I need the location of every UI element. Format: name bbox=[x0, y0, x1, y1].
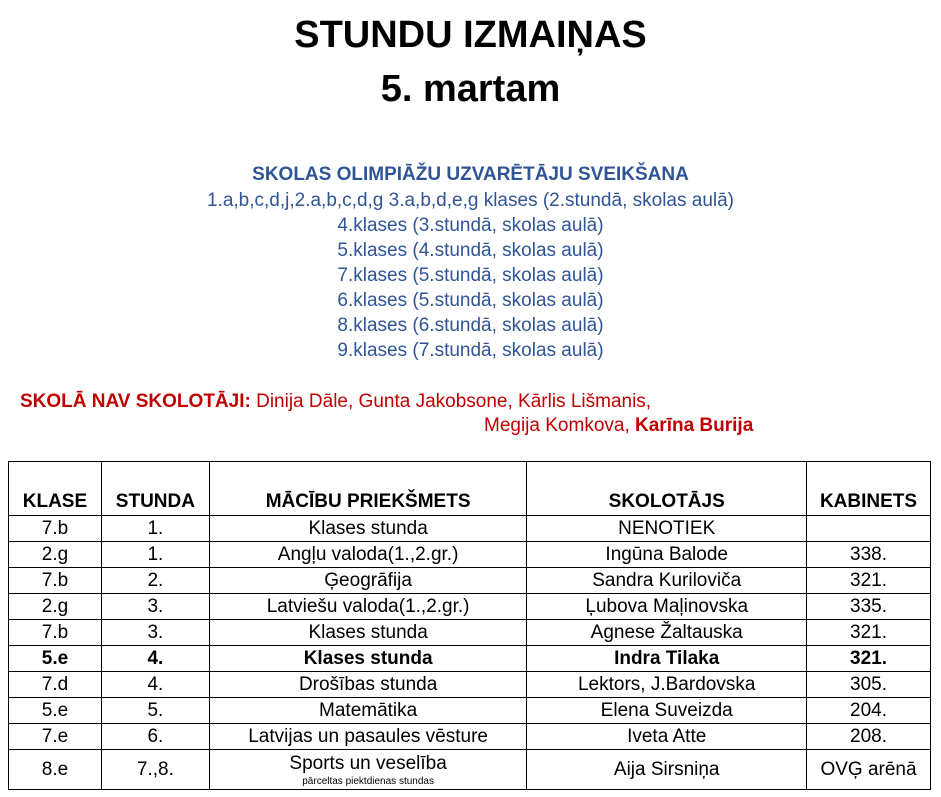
cell-prieksmets bbox=[209, 750, 527, 790]
cell-stunda: 2. bbox=[101, 568, 209, 594]
table-row bbox=[9, 568, 931, 594]
table-row bbox=[9, 724, 931, 750]
cell-prieksmets: Latviešu valoda(1.,2.gr.) bbox=[209, 594, 527, 620]
cell-kabinets: 335. bbox=[807, 594, 931, 620]
cell-klase: 5.e bbox=[9, 698, 102, 724]
cell-stunda: 4. bbox=[101, 672, 209, 698]
cell-prieksmets: Klases stunda bbox=[209, 646, 527, 672]
cell-stunda: 5. bbox=[101, 698, 209, 724]
table-row bbox=[9, 542, 931, 568]
table-row bbox=[9, 698, 931, 724]
cell-kabinets: 208. bbox=[807, 724, 931, 750]
announcement-line: 1.a,b,c,d,j,2.a,b,c,d,g 3.a,b,d,e,g klases (2.stundā, skolas aulā) bbox=[206, 190, 735, 211]
cell-prieksmets: Ģeogrāfija bbox=[209, 568, 527, 594]
absent-teachers-names: Dinija Dāle, Gunta Jakobsone, Kārlis Lišmanis, bbox=[250, 391, 652, 412]
cell-skolotajs: Ļubova Maļinovska bbox=[527, 594, 807, 620]
cell-klase: 7.b bbox=[9, 516, 102, 542]
absent-teachers-line1 bbox=[20, 389, 651, 414]
absent-teachers-line2 bbox=[484, 413, 753, 438]
table-header-row bbox=[9, 462, 931, 516]
announcement-heading: SKOLAS OLIMPIĀŽU UZVARĒTĀJU SVEIKŠANA bbox=[252, 164, 689, 185]
subject-note: pārceltas piektdienas stundas bbox=[302, 776, 434, 787]
cell-kabinets: 338. bbox=[807, 542, 931, 568]
schedule-changes-table bbox=[8, 461, 931, 790]
cell-kabinets: 321. bbox=[807, 620, 931, 646]
cell-skolotajs: Lektors, J.Bardovska bbox=[527, 672, 807, 698]
cell-stunda: 7.,8. bbox=[101, 750, 209, 790]
cell-kabinets: OVĢ arēnā bbox=[807, 750, 931, 790]
absent-teachers-label: SKOLĀ NAV SKOLOTĀJI: bbox=[20, 391, 251, 412]
cell-skolotajs: Iveta Atte bbox=[527, 724, 807, 750]
cell-prieksmets: Matemātika bbox=[209, 698, 527, 724]
cell-prieksmets: Drošības stunda bbox=[209, 672, 527, 698]
page-subtitle-date: 5. martam bbox=[380, 68, 561, 110]
cell-stunda: 4. bbox=[101, 646, 209, 672]
header-skolotajs: SKOLOTĀJS bbox=[527, 462, 807, 516]
cell-stunda: 6. bbox=[101, 724, 209, 750]
cell-kabinets: 305. bbox=[807, 672, 931, 698]
cell-prieksmets: Klases stunda bbox=[209, 516, 527, 542]
header-prieksmets: MĀCĪBU PRIEKŠMETS bbox=[209, 462, 527, 516]
cell-klase: 7.e bbox=[9, 724, 102, 750]
cell-skolotajs: Ingūna Balode bbox=[527, 542, 807, 568]
cell-kabinets bbox=[807, 516, 931, 542]
cell-klase: 7.d bbox=[9, 672, 102, 698]
cell-kabinets: 204. bbox=[807, 698, 931, 724]
header-klase: KLASE bbox=[9, 462, 102, 516]
page-title: STUNDU IZMAIŅAS bbox=[294, 14, 647, 56]
announcement-line: 4.klases (3.stundā, skolas aulā) bbox=[337, 215, 604, 236]
cell-skolotajs: Aija Sirsniņa bbox=[527, 750, 807, 790]
table-row bbox=[9, 750, 931, 790]
subject-name: Sports un veselība bbox=[289, 753, 447, 774]
table-row-highlighted bbox=[9, 646, 931, 672]
table-row bbox=[9, 672, 931, 698]
table-row bbox=[9, 594, 931, 620]
cell-stunda: 1. bbox=[101, 516, 209, 542]
cell-stunda: 1. bbox=[101, 542, 209, 568]
cell-skolotajs: Sandra Kuriloviča bbox=[527, 568, 807, 594]
table-row bbox=[9, 620, 931, 646]
absent-teachers-names: Megija Komkova, bbox=[484, 415, 636, 436]
cell-stunda: 3. bbox=[101, 620, 209, 646]
cell-prieksmets: Klases stunda bbox=[209, 620, 527, 646]
header-kabinets: KABINETS bbox=[807, 462, 931, 516]
table-row bbox=[9, 516, 931, 542]
cell-klase: 7.b bbox=[9, 620, 102, 646]
cell-prieksmets: Latvijas un pasaules vēsture bbox=[209, 724, 527, 750]
announcement-line: 6.klases (5.stundā, skolas aulā) bbox=[337, 290, 604, 311]
cell-skolotajs: Agnese Žaltauska bbox=[527, 620, 807, 646]
cell-prieksmets: Angļu valoda(1.,2.gr.) bbox=[209, 542, 527, 568]
cell-skolotajs: Elena Suveizda bbox=[527, 698, 807, 724]
announcement-line: 9.klases (7.stundā, skolas aulā) bbox=[337, 340, 604, 361]
cell-stunda: 3. bbox=[101, 594, 209, 620]
cell-klase: 8.e bbox=[9, 750, 102, 790]
cell-skolotajs: NENOTIEK bbox=[527, 516, 807, 542]
cell-klase: 2.g bbox=[9, 542, 102, 568]
announcement-line: 8.klases (6.stundā, skolas aulā) bbox=[337, 315, 604, 336]
header-stunda: STUNDA bbox=[101, 462, 209, 516]
cell-kabinets: 321. bbox=[807, 568, 931, 594]
cell-kabinets: 321. bbox=[807, 646, 931, 672]
cell-klase: 5.e bbox=[9, 646, 102, 672]
announcement-line: 5.klases (4.stundā, skolas aulā) bbox=[337, 240, 604, 261]
cell-klase: 2.g bbox=[9, 594, 102, 620]
cell-skolotajs: Indra Tilaka bbox=[527, 646, 807, 672]
cell-klase: 7.b bbox=[9, 568, 102, 594]
announcement-line: 7.klases (5.stundā, skolas aulā) bbox=[337, 265, 604, 286]
absent-teacher-highlighted: Karīna Burija bbox=[635, 415, 754, 436]
